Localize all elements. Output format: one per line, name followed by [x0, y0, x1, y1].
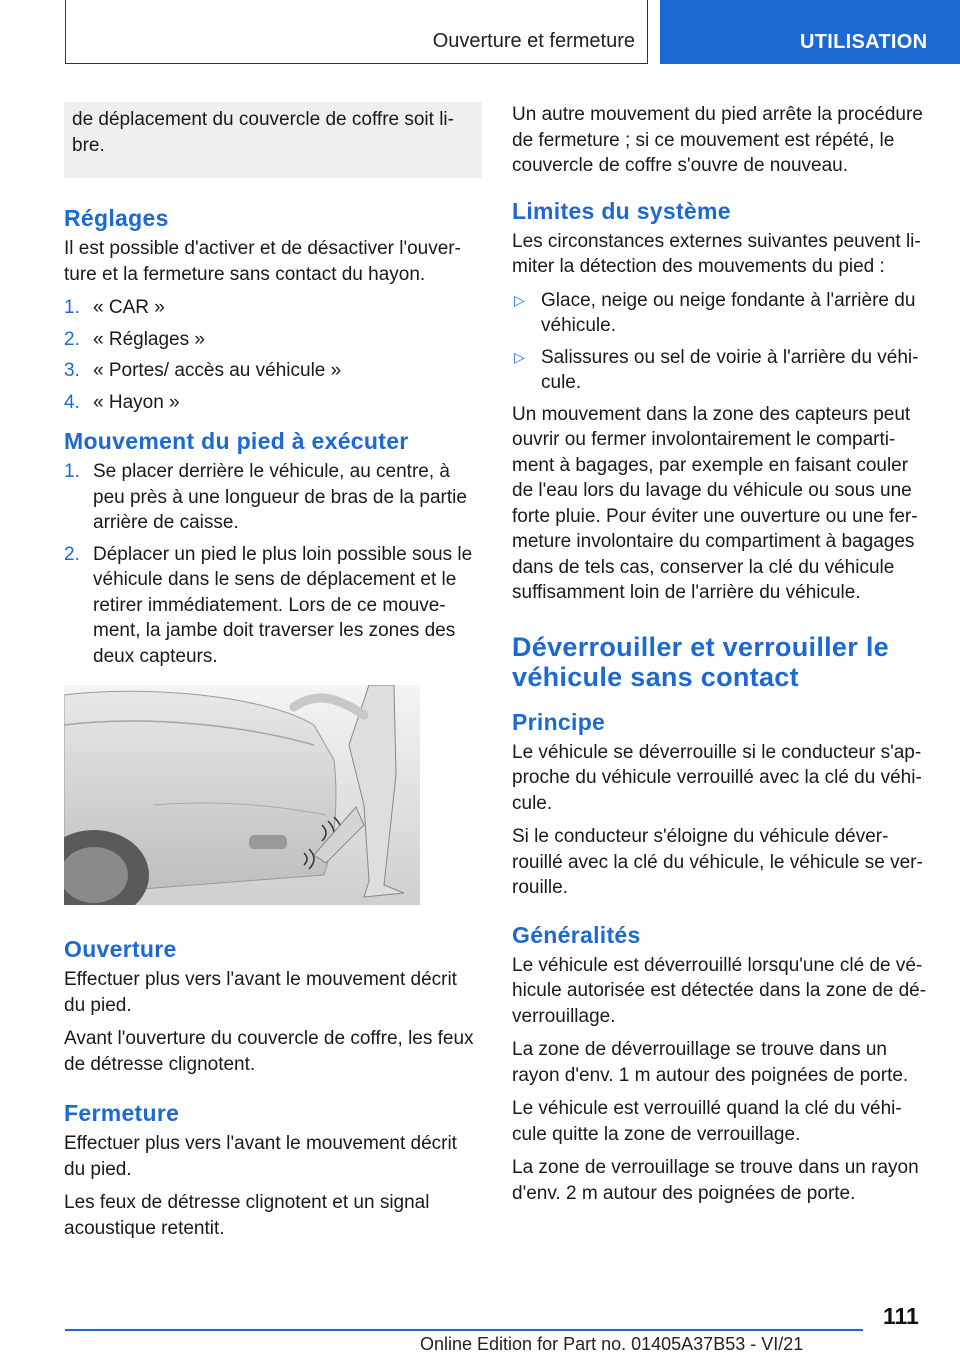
page-number: 111 — [883, 1303, 919, 1329]
heading-principe: Principe — [512, 708, 606, 735]
note-text: de déplacement du couvercle de coffre soit libre. — [72, 109, 454, 156]
heading-reglages: Réglages — [64, 205, 169, 231]
list-item-text: Salissures ou sel de voirie à l'arrière du véhicule. — [541, 346, 919, 393]
footer-divider — [65, 1329, 863, 1331]
header-chapter-box — [65, 0, 648, 64]
triangle-bullet-icon: ▷ — [514, 291, 525, 308]
reglages-intro: Il est possible d'activer et de désactiver l'ouverture et la fermeture sans contact du hayon. — [64, 238, 461, 285]
heading-mouvement: Mouvement du pied à exécuter — [64, 428, 409, 454]
triangle-bullet-icon: ▷ — [514, 348, 525, 365]
right-column — [512, 102, 930, 1214]
step-number: 1. — [64, 297, 80, 318]
step-number: 2. — [64, 543, 80, 565]
limites-paragraph: Un mouvement dans la zone des capteurs peut ouvrir ou fermer involontairement le compartiment à bagages, par exemple en faisant couler de l'eau lors du lavage du véhicule ou sous une forte pluie. Pour éviter une ouverture ou une fermeture involontaire du compartiment à bagages dans de tels cas, conserver la clé du véhicule suffisamment loin de l'arrière du véhicule. — [512, 403, 918, 603]
heading-fermeture: Fermeture — [64, 1100, 180, 1126]
generalites-text-4: La zone de verrouillage se trouve dans un rayon d'env. 2 m autour des poignées de porte. — [512, 1157, 919, 1204]
limites-list — [512, 288, 930, 396]
heading-generalites: Généralités — [512, 921, 641, 948]
step-text: « CAR » — [93, 297, 165, 318]
left-column — [64, 102, 482, 1249]
list-item — [64, 327, 482, 353]
heading-ouverture: Ouverture — [64, 936, 177, 962]
step-number: 3. — [64, 360, 80, 381]
list-item — [64, 295, 482, 321]
heading-limites: Limites du système — [512, 197, 731, 224]
kick-sensor-illustration — [64, 685, 420, 905]
step-number: 2. — [64, 328, 80, 350]
step-text: « Réglages » — [93, 328, 205, 350]
ouverture-text-2: Avant l'ouverture du couvercle de coffre, les feux de détresse clignotent. — [64, 1028, 474, 1075]
fermeture-text-1: Effectuer plus vers l'avant le mouvement décrit du pied. — [64, 1133, 457, 1180]
step-number: 4. — [64, 391, 80, 413]
step-text: Déplacer un pied le plus loin possible sous le véhicule dans le sens de déplacement et le retirer immédiatement. Lors de ce mouvement, la jambe doit traverser les zones des deux capteurs. — [93, 543, 473, 667]
list-item — [64, 459, 482, 536]
list-item — [64, 358, 482, 384]
list-item — [512, 345, 930, 396]
generalites-text-3: Le véhicule est verrouillé quand la clé du véhicule quitte la zone de verrouillage. — [512, 1098, 902, 1145]
note-box — [64, 102, 482, 178]
step-text: Se placer derrière le véhicule, au centre, à peu près à une longueur de bras de la partie arrière de caisse. — [93, 461, 467, 533]
list-item — [512, 288, 930, 339]
generalites-text-1: Le véhicule est déverrouillé lorsqu'une clé de véhicule autorisée est détectée dans la zone de déverrouillage. — [512, 954, 927, 1027]
principe-text-1: Le véhicule se déverrouille si le conducteur s'approche du véhicule verrouillé avec la clé du véhicule. — [512, 741, 922, 814]
ouverture-text-1: Effectuer plus vers l'avant le mouvement décrit du pied. — [64, 969, 457, 1016]
section-tab — [660, 0, 960, 64]
footer-edition: Online Edition for Part no. 01405A37B53 - VI/21 — [420, 1334, 804, 1354]
list-item-text: Glace, neige ou neige fondante à l'arrière du véhicule. — [541, 289, 916, 336]
list-item — [64, 542, 482, 670]
step-text: « Hayon » — [93, 391, 180, 413]
fermeture-text-2: Les feux de détresse clignotent et un signal acoustique retentit. — [64, 1192, 430, 1239]
step-number: 1. — [64, 461, 80, 482]
generalites-text-2: La zone de déverrouillage se trouve dans un rayon d'env. 1 m autour des poignées de porte. — [512, 1039, 909, 1086]
intro-paragraph: Un autre mouvement du pied arrête la procédure de fermeture ; si ce mouvement est répété, le couvercle de coffre s'ouvre de nouveau. — [512, 104, 923, 176]
limites-intro: Les circonstances externes suivantes peuvent limiter la détection des mouvements du pied : — [512, 230, 921, 277]
list-item — [64, 390, 482, 416]
step-text: « Portes/ accès au véhicule » — [93, 360, 342, 381]
principe-text-2: Si le conducteur s'éloigne du véhicule déverrouillé avec la clé du véhicule, le véhicule se verrouille. — [512, 826, 923, 898]
section-tab-label: UTILISATION — [800, 31, 928, 53]
chapter-title: Ouverture et fermeture — [432, 30, 635, 52]
reglages-steps — [64, 295, 482, 415]
heading-deverrouiller: Déverrouiller et verrouiller le véhicule sans contact — [512, 631, 889, 692]
mouvement-steps — [64, 459, 482, 669]
